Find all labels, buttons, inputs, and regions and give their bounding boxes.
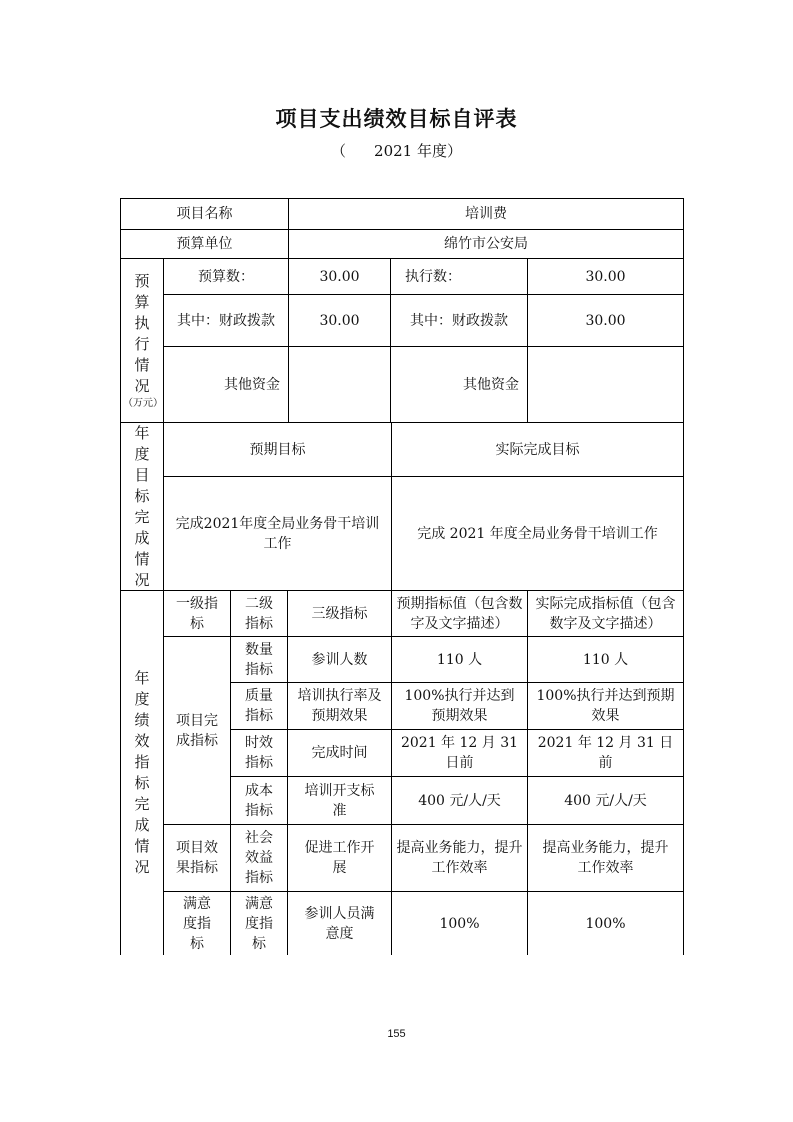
year-open-paren: （ [331, 142, 347, 160]
row-actual: 110 人 [528, 637, 683, 683]
section-char: 绩 [134, 711, 150, 729]
other-funds-budget [289, 347, 391, 423]
section-char: 标 [134, 486, 150, 505]
section-char: 年 [134, 423, 150, 442]
row-level2: 社会效益指标 [231, 825, 288, 892]
fiscal-allocation-exec-label: 其中：财政拨款 [391, 295, 528, 347]
other-funds-label: 其他资金 [164, 347, 289, 423]
row-expected: 100% [392, 892, 528, 955]
other-funds-exec-label: 其他资金 [391, 347, 528, 423]
section-char: 标 [134, 774, 150, 792]
performance-section-label [121, 591, 164, 955]
execution-amount-label: 执行数： [391, 259, 528, 295]
fiscal-allocation-label: 其中：财政拨款 [164, 295, 289, 347]
fiscal-allocation-exec: 30.00 [528, 295, 683, 347]
fiscal-allocation-budget: 30.00 [289, 295, 391, 347]
section-char: 情 [134, 837, 150, 855]
row-actual: 2021 年 12 月 31 日前 [528, 730, 683, 777]
section-unit: （万元） [123, 398, 163, 409]
project-name-label: 项目名称 [121, 199, 289, 230]
section-char: 目 [134, 465, 150, 484]
row-expected: 110 人 [392, 637, 528, 683]
actual-goal-text: 完成 2021 年度全局业务骨干培训工作 [392, 477, 683, 591]
row-level3: 完成时间 [288, 730, 392, 777]
header-expected-value: 预期指标值（包含数字及文字描述） [392, 591, 528, 637]
row-actual: 100%执行并达到预期效果 [528, 683, 683, 730]
expected-goal-header: 预期目标 [164, 423, 392, 477]
level1-completion: 项目完成指标 [164, 637, 231, 825]
section-char: 度 [134, 444, 150, 463]
page-number: 155 [387, 1028, 406, 1040]
section-char: 预 [134, 272, 150, 290]
section-char: 执 [134, 314, 150, 332]
annual-goal-section-label [121, 423, 164, 591]
section-char: 行 [134, 335, 150, 353]
row-level3: 培训执行率及预期效果 [288, 683, 392, 730]
section-char: 度 [134, 690, 150, 708]
section-char: 情 [134, 356, 150, 374]
row-actual: 提高业务能力，提升工作效率 [528, 825, 683, 892]
section-char: 算 [134, 293, 150, 311]
header-level1: 一级指标 [164, 591, 231, 637]
project-name-value: 培训费 [289, 199, 683, 230]
execution-amount-value: 30.00 [528, 259, 683, 295]
section-char: 成 [134, 816, 150, 834]
section-char: 况 [134, 570, 150, 589]
row-level2: 质量指标 [231, 683, 288, 730]
section-char: 效 [134, 732, 150, 750]
section-char: 年 [134, 669, 150, 687]
other-funds-exec [528, 347, 683, 423]
section-char: 情 [134, 549, 150, 568]
row-level2: 成本指标 [231, 777, 288, 825]
row-level3: 参训人数 [288, 637, 392, 683]
budget-amount-label: 预算数： [164, 259, 289, 295]
budget-unit-label: 预算单位 [121, 230, 289, 259]
section-char: 况 [134, 858, 150, 876]
row-level2: 数量指标 [231, 637, 288, 683]
section-char: 成 [134, 528, 150, 547]
level1-satisfaction: 满意度指标 [164, 892, 231, 955]
row-expected: 提高业务能力，提升工作效率 [392, 825, 528, 892]
row-actual: 100% [585, 915, 626, 932]
level1-effect: 项目效果指标 [164, 825, 231, 892]
header-level2: 二级指标 [231, 591, 288, 637]
header-actual-value: 实际完成指标值（包含数字及文字描述） [528, 591, 683, 637]
year-line [0, 140, 793, 161]
actual-goal-header: 实际完成目标 [392, 423, 683, 477]
row-level3: 促进工作开展 [288, 825, 392, 892]
section-char: 完 [134, 795, 150, 813]
section-char: 完 [134, 507, 150, 526]
expected-goal-text: 完成2021年度全局业务骨干培训工作 [164, 477, 392, 591]
row-actual: 400 元/人/天 [528, 777, 683, 825]
row-level2: 满意度指标 [231, 892, 288, 955]
section-char: 指 [134, 753, 150, 771]
page-title: 项目支出绩效目标自评表 [275, 107, 518, 131]
row-level2: 时效指标 [231, 730, 288, 777]
self-evaluation-table [120, 198, 682, 955]
row-level3: 培训开支标准 [288, 777, 392, 825]
row-expected: 2021 年 12 月 31 日前 [392, 730, 528, 777]
header-level3: 三级指标 [288, 591, 392, 637]
row-level3: 参训人员满意度 [288, 892, 392, 955]
row-expected: 100%执行并达到预期效果 [392, 683, 528, 730]
year-text: 2021 年度） [374, 142, 462, 160]
budget-execution-section-label [121, 259, 164, 423]
row-expected: 400 元/人/天 [392, 777, 528, 825]
section-char: 况 [134, 377, 150, 395]
budget-unit-value: 绵竹市公安局 [289, 230, 683, 259]
budget-amount-value: 30.00 [289, 259, 391, 295]
